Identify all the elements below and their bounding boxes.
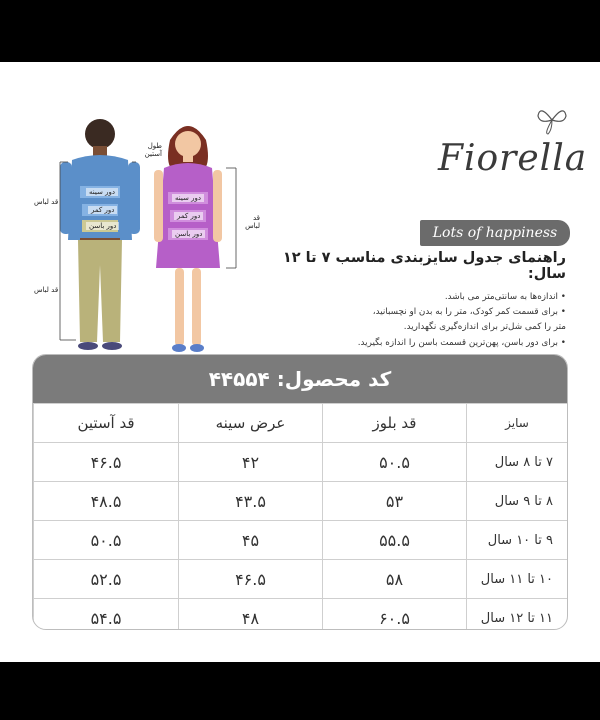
size-guide-text (266, 250, 566, 351)
brand-tagline: Lots of happiness (420, 220, 570, 246)
top-black-bar (0, 0, 600, 62)
table-row (34, 482, 568, 521)
boy-figure (60, 119, 140, 350)
boy-dress-length-label: قد لباس (34, 198, 59, 206)
column-header-sleeve: قد آستین (34, 404, 179, 443)
measurement-figures (34, 90, 260, 360)
girl-figure (154, 126, 236, 352)
size-cell: ۸ تا ۹ سال (467, 482, 568, 521)
boy-chest-label: دور سینه (86, 188, 118, 196)
length-cell: ۵۵.۵ (323, 521, 467, 560)
length-cell: ۵۰.۵ (323, 443, 467, 482)
size-cell: ۹ تا ۱۰ سال (467, 521, 568, 560)
column-header-chest: عرض سینه (179, 404, 323, 443)
brand-name: Fiorella (438, 138, 588, 179)
size-cell: ۱۱ تا ۱۲ سال (467, 599, 568, 631)
butterfly-icon (534, 102, 570, 138)
sleeve-cell: ۵۲.۵ (34, 560, 179, 599)
chest-cell: ۴۵ (179, 521, 323, 560)
figures-illustration (40, 90, 260, 360)
girl-chest-label: دور سینه (172, 194, 204, 202)
size-cell: ۱۰ تا ۱۱ سال (467, 560, 568, 599)
length-cell: ۵۸ (323, 560, 467, 599)
sleeve-cell: ۵۰.۵ (34, 521, 179, 560)
girl-waist-label: دور کمر (174, 212, 203, 220)
sleeve-cell: ۴۶.۵ (34, 443, 179, 482)
boy-hip-label: دور باسن (86, 222, 119, 230)
guide-note: متر را کمی شل‌تر برای اندازه‌گیری نگهدارید. (403, 322, 566, 333)
table-header-row (34, 404, 568, 443)
boy-waist-label: دور کمر (88, 206, 117, 214)
sleeve-cell: ۵۴.۵ (34, 599, 179, 631)
length-cell: ۶۰.۵ (323, 599, 467, 631)
guide-title: راهنمای جدول سایزبندی مناسب ۷ تا ۱۲ سال: (282, 250, 566, 282)
size-guide-card (0, 62, 600, 662)
product-code-header: کد محصول: ۴۴۵۵۴ (33, 355, 567, 403)
chest-cell: ۴۸ (179, 599, 323, 631)
size-table (33, 403, 568, 630)
sleeve-cell: ۴۸.۵ (34, 482, 179, 521)
brand-logo (420, 102, 588, 241)
chest-cell: ۴۳.۵ (179, 482, 323, 521)
column-header-length: قد بلوز (323, 404, 467, 443)
chest-cell: ۴۲ (179, 443, 323, 482)
length-cell: ۵۳ (323, 482, 467, 521)
guide-note: • اندازه‌ها به سانتی‌متر می باشد. (444, 292, 566, 302)
size-table-card (32, 354, 568, 630)
bottom-black-bar (0, 662, 600, 720)
boy-sleeve-label: طول آستین (144, 142, 162, 158)
table-row (34, 599, 568, 631)
column-header-size: سایز (467, 404, 568, 443)
size-cell: ۷ تا ۸ سال (467, 443, 568, 482)
table-row (34, 443, 568, 482)
girl-hip-label: دور باسن (172, 230, 205, 238)
guide-note: • برای دور باسن، پهن‌ترین قسمت باسن را اندازه بگیرید. (357, 337, 566, 348)
girl-dress-length-label: قد لباس (245, 214, 260, 230)
table-row (34, 560, 568, 599)
table-row (34, 521, 568, 560)
chest-cell: ۴۶.۵ (179, 560, 323, 599)
boy-pants-length-label: قد لباس (34, 286, 59, 294)
guide-note: • برای قسمت کمر کودک، متر را به بدن او نچسبانید، (372, 307, 566, 318)
